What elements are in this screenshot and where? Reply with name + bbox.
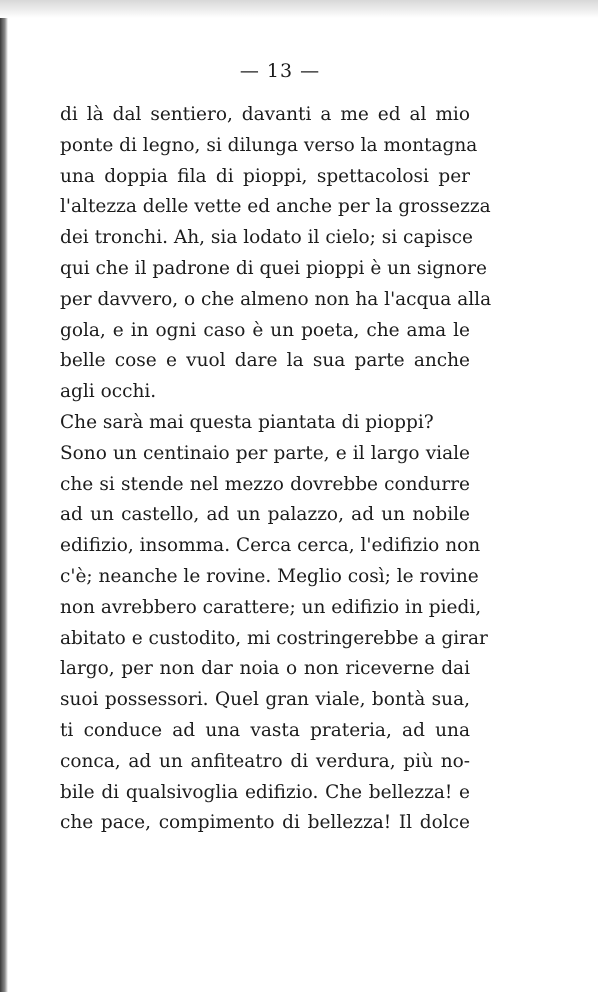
- text-line: gola, e in ogni caso è un poeta, che ama le: [60, 319, 470, 341]
- text-line: edifizio, insomma. Cerca cerca, l'edifizio non: [60, 535, 481, 557]
- text-line: suoi possessori. Quel gran viale, bontà sua,: [60, 689, 470, 711]
- text-line: ti conduce ad una vasta prateria, ad una: [60, 719, 470, 741]
- text-line: che si stende nel mezzo dovrebbe condurre: [60, 473, 470, 495]
- body-text: [60, 100, 492, 839]
- text-line: agli occhi.: [60, 381, 157, 403]
- text-line: Che sarà mai questa piantata di pioppi?: [60, 411, 434, 433]
- text-line: che pace, compimento di bellezza! Il dolce: [60, 812, 470, 834]
- text-line: abitato e custodito, mi costringerebbe a girar: [60, 627, 488, 649]
- text-line: di là dal sentiero, davanti a me ed al mio: [60, 104, 470, 125]
- text-line: dei tronchi. Ah, sia lodato il cielo; si capisce: [60, 227, 473, 249]
- text-line: una doppia fila di pioppi, spettacolosi per: [60, 165, 470, 187]
- text-line: belle cose e vuol dare la sua parte anche: [60, 350, 470, 372]
- text-line: ad un castello, ad un palazzo, ad un nobile: [60, 504, 470, 526]
- text-line: c'è; neanche le rovine. Meglio così; le rovine: [60, 565, 479, 587]
- text-line: ponte di legno, si dilunga verso la montagna: [60, 134, 478, 156]
- text-line: Sono un centinaio per parte, e il largo viale: [60, 442, 470, 464]
- text-line: l'altezza delle vette ed anche per la grossezza: [60, 196, 491, 218]
- page-spine-edge: [0, 0, 8, 992]
- text-line: non avrebbero carattere; un edifizio in piedi,: [60, 596, 482, 618]
- text-line: largo, per non dar noia o non riceverne dai: [60, 658, 470, 680]
- page-top-shade: [0, 0, 598, 18]
- page-number: — 13 —: [239, 60, 321, 82]
- text-line: conca, ad un anfiteatro di verdura, più no-: [60, 750, 470, 772]
- text-line: bile di qualsivoglia edifizio. Che bellezza! e: [60, 781, 470, 803]
- text-line: per davvero, o che almeno non ha l'acqua alla: [60, 288, 492, 310]
- text-line: qui che il padrone di quei pioppi è un signore: [60, 257, 487, 279]
